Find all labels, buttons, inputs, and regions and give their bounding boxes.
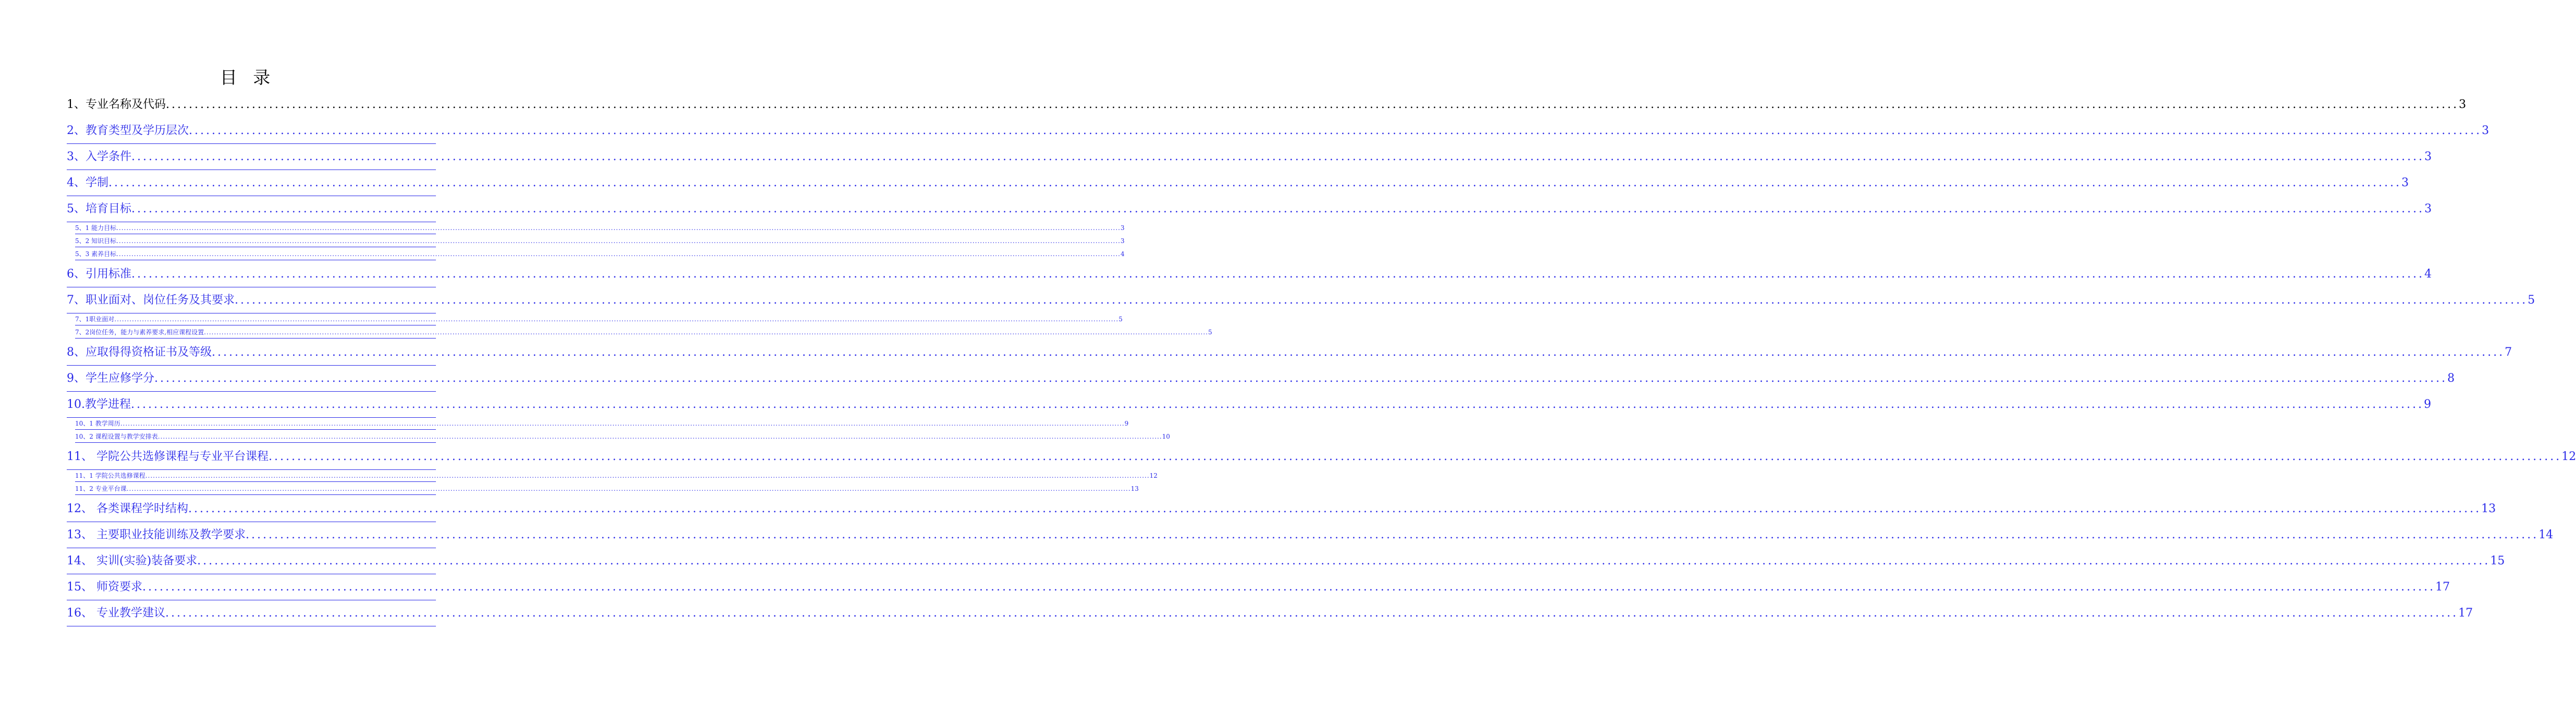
toc-page-number: 3 bbox=[1120, 237, 1125, 245]
toc-page-number: 10 bbox=[1162, 433, 1170, 440]
toc-entry[interactable] bbox=[67, 261, 2432, 287]
toc-subentry[interactable] bbox=[67, 431, 1170, 444]
toc-entry-label: 11、1 学院公共选修课程 bbox=[75, 472, 145, 479]
toc-entry[interactable] bbox=[67, 574, 2450, 600]
toc-entry-label: 12、 各类课程学时结构 bbox=[67, 502, 188, 515]
toc-entry-label: 7、1职业面对 bbox=[75, 316, 115, 323]
toc-entry[interactable] bbox=[67, 196, 2432, 222]
toc-leader-dots: ................................................................................................................................................................................................................................................................................................................................................................................................................ bbox=[235, 294, 2528, 307]
toc-subentry[interactable] bbox=[67, 327, 1212, 340]
toc-entry-label: 5、3 素养目标 bbox=[75, 250, 117, 258]
toc-leader-dots: ................................................................................................................................................................................................................................................................................................................................................................................................................ bbox=[197, 554, 2490, 567]
toc-entry[interactable] bbox=[67, 144, 2432, 170]
toc-entry[interactable] bbox=[67, 118, 2489, 144]
toc-page-number: 13 bbox=[2481, 502, 2496, 515]
toc-entry[interactable] bbox=[67, 392, 2432, 418]
toc-page-number: 5 bbox=[1119, 316, 1123, 323]
toc-page-number: 8 bbox=[2447, 372, 2455, 385]
toc-leader-dots: ................................................................................................................................................................................................................................................................................................................................................................................................................ bbox=[116, 237, 1121, 245]
toc-page-number: 15 bbox=[2490, 554, 2505, 567]
toc-entry[interactable] bbox=[67, 548, 2505, 574]
toc-entry[interactable] bbox=[67, 444, 2576, 470]
toc-leader-dots: ................................................................................................................................................................................................................................................................................................................................................................................................................ bbox=[131, 398, 2424, 411]
toc-leader-dots: ................................................................................................................................................................................................................................................................................................................................................................................................................ bbox=[165, 607, 2459, 620]
page-title: 目 录 bbox=[220, 67, 276, 88]
toc-entry-label: 5、培育目标 bbox=[67, 202, 131, 215]
toc-page-number: 7 bbox=[2505, 346, 2512, 359]
toc-page-number: 3 bbox=[2424, 150, 2432, 163]
toc-leader-dots: ................................................................................................................................................................................................................................................................................................................................................................................................................ bbox=[131, 150, 2425, 163]
toc-leader-dots: ................................................................................................................................................................................................................................................................................................................................................................................................................ bbox=[114, 316, 1119, 323]
toc-entry-label: 7、2岗位任务，能力与素养要求,相应课程设置 bbox=[75, 329, 204, 336]
toc-leader-dots: ................................................................................................................................................................................................................................................................................................................................................................................................................ bbox=[145, 472, 1150, 479]
toc-leader-dots: ................................................................................................................................................................................................................................................................................................................................................................................................................ bbox=[189, 124, 2482, 137]
toc-subentry[interactable] bbox=[67, 222, 1125, 235]
toc-entry[interactable] bbox=[67, 496, 2496, 522]
toc-entry-label: 2、教育类型及学历层次 bbox=[67, 124, 189, 137]
toc-leader-dots: ................................................................................................................................................................................................................................................................................................................................................................................................................ bbox=[157, 433, 1162, 440]
toc-entry[interactable] bbox=[67, 600, 2473, 626]
toc-leader-dots: ................................................................................................................................................................................................................................................................................................................................................................................................................ bbox=[166, 98, 2459, 111]
toc-entry-label: 6、引用标准 bbox=[67, 268, 131, 281]
toc-leader-dots: ................................................................................................................................................................................................................................................................................................................................................................................................................ bbox=[116, 224, 1121, 232]
toc-entry-label: 13、 主要职业技能训练及教学要求 bbox=[67, 528, 246, 541]
toc-page-number: 3 bbox=[1120, 224, 1125, 232]
toc-page-number: 9 bbox=[1124, 420, 1129, 427]
toc-entry bbox=[67, 92, 2466, 118]
toc-leader-dots: ................................................................................................................................................................................................................................................................................................................................................................................................................ bbox=[131, 202, 2425, 215]
toc-leader-dots: ................................................................................................................................................................................................................................................................................................................................................................................................................ bbox=[212, 346, 2505, 359]
toc-leader-dots: ................................................................................................................................................................................................................................................................................................................................................................................................................ bbox=[142, 581, 2436, 594]
toc-subentry[interactable] bbox=[67, 483, 1139, 496]
toc-entry-label: 10、2 课程设置与教学安排表 bbox=[75, 433, 158, 440]
toc-entry-label: 9、学生应修学分 bbox=[67, 372, 154, 385]
toc-entry[interactable] bbox=[67, 340, 2512, 366]
toc-leader-dots: ................................................................................................................................................................................................................................................................................................................................................................................................................ bbox=[154, 372, 2448, 385]
table-of-contents bbox=[67, 92, 2576, 626]
toc-entry[interactable] bbox=[67, 287, 2535, 313]
toc-leader-dots: ................................................................................................................................................................................................................................................................................................................................................................................................................ bbox=[126, 485, 1131, 492]
toc-entry[interactable] bbox=[67, 522, 2554, 548]
toc-subentry[interactable] bbox=[67, 248, 1125, 261]
toc-entry-label: 1、专业名称及代码 bbox=[67, 98, 166, 111]
toc-entry-label: 5、1 能力目标 bbox=[75, 224, 117, 232]
toc-page-number: 4 bbox=[2424, 268, 2432, 281]
toc-entry-label: 10.教学进程 bbox=[67, 398, 131, 411]
toc-subentry[interactable] bbox=[67, 235, 1125, 248]
toc-leader-dots: ................................................................................................................................................................................................................................................................................................................................................................................................................ bbox=[108, 176, 2402, 189]
toc-page-number: 3 bbox=[2424, 202, 2432, 215]
toc-entry-label: 14、 实训(实验)装备要求 bbox=[67, 554, 198, 567]
toc-leader-dots: ................................................................................................................................................................................................................................................................................................................................................................................................................ bbox=[269, 450, 2562, 463]
toc-entry[interactable] bbox=[67, 170, 2409, 196]
toc-entry-label: 15、 师资要求 bbox=[67, 581, 142, 594]
toc-subentry[interactable] bbox=[67, 470, 1158, 483]
toc-entry[interactable] bbox=[67, 366, 2455, 392]
toc-page-number: 12 bbox=[1149, 472, 1158, 479]
toc-entry-label: 11、 学院公共选修课程与专业平台课程 bbox=[67, 450, 269, 463]
toc-page-number: 9 bbox=[2424, 398, 2432, 411]
toc-page-number: 12 bbox=[2561, 450, 2576, 463]
toc-entry-label: 16、 专业教学建议 bbox=[67, 607, 165, 620]
toc-page-number: 3 bbox=[2482, 124, 2489, 137]
toc-entry-label: 3、入学条件 bbox=[67, 150, 131, 163]
toc-leader-dots: ................................................................................................................................................................................................................................................................................................................................................................................................................ bbox=[131, 268, 2425, 281]
toc-page-number: 14 bbox=[2538, 528, 2554, 541]
toc-entry-label: 5、2 知识目标 bbox=[75, 237, 117, 245]
toc-page-number: 17 bbox=[2435, 581, 2450, 594]
toc-page-number: 4 bbox=[1120, 250, 1125, 258]
toc-page-number: 17 bbox=[2458, 607, 2473, 620]
toc-page-number: 5 bbox=[2528, 294, 2535, 307]
toc-leader-dots: ................................................................................................................................................................................................................................................................................................................................................................................................................ bbox=[188, 502, 2482, 515]
toc-leader-dots: ................................................................................................................................................................................................................................................................................................................................................................................................................ bbox=[246, 528, 2539, 541]
toc-subentry[interactable] bbox=[67, 313, 1123, 327]
toc-entry-label: 7、职业面对、岗位任务及其要求 bbox=[67, 294, 235, 307]
toc-page-number: 3 bbox=[2459, 98, 2466, 111]
toc-page-number: 5 bbox=[1208, 329, 1212, 336]
toc-entry-label: 11、2 专业平台课 bbox=[75, 485, 127, 492]
toc-page-number: 3 bbox=[2401, 176, 2409, 189]
toc-entry-label: 4、学制 bbox=[67, 176, 108, 189]
toc-subentry[interactable] bbox=[67, 418, 1129, 431]
toc-page-number: 13 bbox=[1131, 485, 1139, 492]
toc-leader-dots: ................................................................................................................................................................................................................................................................................................................................................................................................................ bbox=[120, 420, 1125, 427]
toc-entry-label: 8、应取得得资格证书及等级 bbox=[67, 346, 212, 359]
toc-entry-label: 10、1 教学周历 bbox=[75, 420, 120, 427]
toc-leader-dots: ................................................................................................................................................................................................................................................................................................................................................................................................................ bbox=[204, 329, 1208, 336]
toc-leader-dots: ................................................................................................................................................................................................................................................................................................................................................................................................................ bbox=[116, 250, 1121, 258]
